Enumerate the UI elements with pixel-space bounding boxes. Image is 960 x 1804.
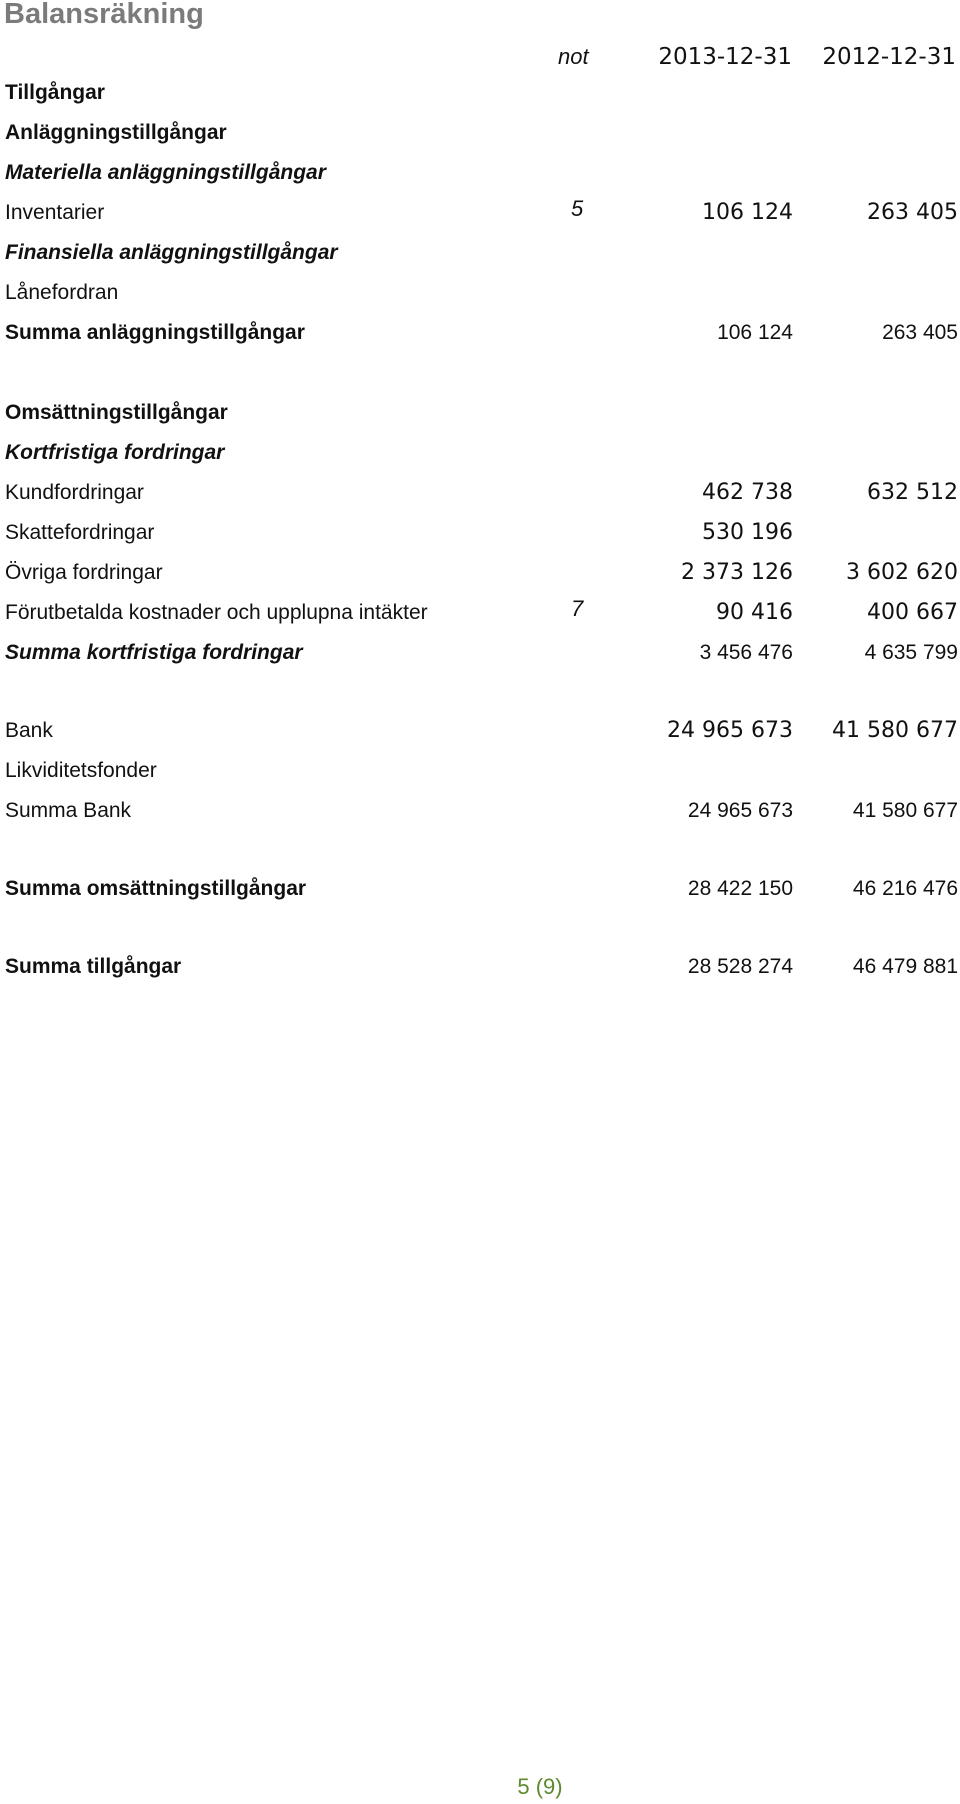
value-2012: 400 667: [867, 600, 958, 625]
row-label: Summa anläggningstillgångar: [5, 321, 305, 344]
section-heading-anlaggningstillgangar: [0, 113, 960, 153]
table-row-inventarier: [0, 193, 960, 233]
value-2012: 632 512: [867, 480, 958, 505]
row-note: 5: [571, 196, 584, 221]
value-2012: 263 405: [882, 321, 958, 344]
row-label: Summa kortfristiga fordringar: [5, 641, 303, 664]
value-2013: 28 528 274: [687, 955, 793, 978]
value-2012: 3 602 620: [846, 560, 958, 585]
row-label: Summa tillgångar: [5, 955, 182, 978]
value-2012: 4 635 799: [864, 641, 958, 664]
table-row-forutbetalda: [0, 593, 960, 633]
row-label: Tillgångar: [5, 81, 105, 104]
value-2012: 41 580 677: [852, 799, 958, 822]
value-2012: 46 216 476: [852, 877, 958, 900]
table-row-ovriga-fordringar: [0, 553, 960, 593]
page-number: 5 (9): [517, 1774, 563, 1799]
table-row-kundfordringar: [0, 473, 960, 513]
row-label: Likviditetsfonder: [5, 759, 157, 782]
row-label: Skattefordringar: [5, 521, 155, 544]
subtotal-row-bank: [0, 791, 960, 831]
row-label: Finansiella anläggningstillgångar: [5, 241, 338, 264]
row-label: Förutbetalda kostnader och upplupna intäkter: [5, 601, 428, 624]
total-row-tillgangar: [0, 947, 960, 987]
value-2013: 3 456 476: [699, 641, 793, 664]
value-2013: 106 124: [717, 321, 793, 344]
section-heading-omsattningstillgangar: [0, 393, 960, 433]
note-column-header: not: [558, 44, 589, 69]
row-label: Lånefordran: [5, 281, 119, 304]
value-2013: 106 124: [702, 200, 793, 225]
subtotal-row-kortfristiga: [0, 633, 960, 673]
value-2013: 462 738: [702, 480, 793, 505]
value-2012: 41 580 677: [832, 718, 958, 743]
value-2013: 2 373 126: [681, 560, 793, 585]
table-row-skattefordringar: [0, 513, 960, 553]
row-label: Kundfordringar: [5, 481, 144, 504]
row-label: Anläggningstillgångar: [5, 121, 227, 144]
subsection-heading-kortfristiga: [0, 433, 960, 473]
section-heading-tillgangar: [0, 73, 960, 113]
column-header-2013: 2013-12-31: [658, 44, 792, 70]
value-2012: 263 405: [867, 200, 958, 225]
row-label: Övriga fordringar: [5, 561, 163, 584]
row-label: Inventarier: [5, 201, 105, 224]
row-label: Omsättningstillgångar: [5, 401, 228, 424]
value-2013: 24 965 673: [687, 799, 793, 822]
value-2013: 28 422 150: [687, 877, 793, 900]
subtotal-row-anlaggningstillgangar: [0, 313, 960, 353]
table-row-lanefordran: [0, 273, 960, 313]
row-label: Bank: [5, 719, 53, 742]
page-title: Balansräkning: [4, 0, 204, 30]
column-header-2012: 2012-12-31: [822, 44, 956, 70]
table-row-bank: [0, 711, 960, 751]
value-2013: 24 965 673: [667, 718, 793, 743]
row-label: Kortfristiga fordringar: [5, 441, 225, 464]
value-2013: 90 416: [716, 600, 793, 625]
subsection-heading-finansiella: [0, 233, 960, 273]
value-2013: 530 196: [702, 520, 793, 545]
subsection-heading-materiella: [0, 153, 960, 193]
total-row-omsattningstillgangar: [0, 869, 960, 909]
table-row-likviditetsfonder: [0, 751, 960, 791]
value-2012: 46 479 881: [852, 955, 958, 978]
row-label: Summa omsättningstillgångar: [5, 877, 307, 900]
row-label: Materiella anläggningstillgångar: [5, 161, 326, 184]
row-note: 7: [571, 596, 584, 621]
row-label: Summa Bank: [5, 799, 132, 822]
